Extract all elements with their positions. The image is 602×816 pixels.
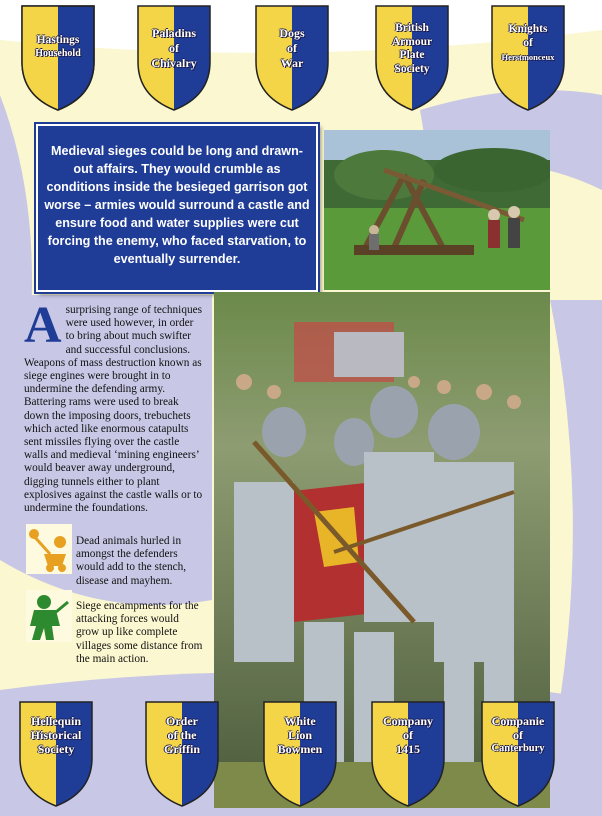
shield-label-line: Herstmonceux: [501, 52, 555, 62]
shield-label-line: Lion: [287, 728, 312, 742]
shield-label-line: Household: [35, 48, 81, 59]
shield-company-of-1415: [370, 700, 446, 808]
shield-label-line: Order: [166, 714, 198, 728]
shield-dogs-of-war: [254, 4, 330, 112]
shield-label-line: Knights: [508, 23, 548, 35]
shield-label-line: of: [403, 728, 413, 742]
shield-label-line: Hellequin: [30, 714, 81, 728]
shield-knights-of-herstmonceux: [490, 4, 566, 112]
shield-order-of-the-griffin: [144, 700, 220, 808]
shield-hellequin-historical-society: [18, 700, 94, 808]
shield-label-line: of: [523, 37, 533, 49]
shield-label-line: Society: [37, 742, 75, 756]
shield-label-line: of the: [167, 728, 197, 742]
shield-label-line: Hastings: [36, 34, 80, 46]
shield-label-line: Paladins: [151, 26, 196, 40]
note-text: Siege encampments for the attacking forces would grow up like complete villages some distance from the main action.: [76, 600, 203, 665]
note-siege-encampments: [76, 600, 204, 666]
shield-companie-of-canterbury: [480, 700, 556, 808]
shield-label-line: Canterbury: [491, 743, 545, 754]
trebuchet-photo: [324, 130, 550, 290]
note-text: Dead animals hurled in amongst the defenders would add to the stench, disease and mayhem.: [76, 535, 187, 587]
catapult-icon: [26, 524, 72, 574]
shield-paladins-of-chivalry: [136, 4, 212, 112]
intro-text-box: [36, 124, 318, 292]
body-paragraph: surprising range of techniques were used however, in order to bring about much swifter and successful conclusions. Weapons of mass destruction known as siege engines were brought in to undermine the defending army. Battering rams were used to break down the imposing doors, trebuchets which acted like enormous catapults sent missiles flying over the castle walls and medieval ‘mining engineers’ would beaver away underground, digging tunnels either to plant explosives against the castle walls or to undermine the foundations.: [24, 304, 203, 515]
shield-label-line: of: [169, 41, 179, 55]
shield-label-line: Armour: [391, 35, 433, 48]
shield-label-line: White: [284, 714, 316, 728]
shield-label-line: 1415: [396, 742, 420, 756]
shield-label-line: Griffin: [164, 742, 200, 756]
intro-text: Medieval sieges could be long and drawn-out affairs. They would crumble as conditions inside the besieged garrison got worse – armies would surround a castle and ensure food and water supplies were cut forcing the enemy, who faced starvation, to eventually surrender.: [44, 144, 310, 266]
shield-label-line: Bowmen: [277, 742, 323, 756]
shield-label-line: Society: [394, 62, 430, 75]
body-article: [24, 297, 204, 515]
shield-label-line: Historical: [30, 728, 82, 742]
shield-hastings-household: [20, 4, 96, 112]
soldier-icon: [26, 590, 72, 642]
shield-label-line: Dogs: [279, 26, 305, 40]
shield-label-line: Plate: [399, 49, 425, 61]
shield-label-line: Chivalry: [151, 56, 197, 70]
shield-label-line: British: [395, 22, 429, 34]
shield-label-line: War: [280, 56, 304, 70]
shield-british-armour-plate-society: [374, 4, 450, 112]
drop-cap: A: [24, 297, 62, 354]
note-dead-animals: [76, 535, 204, 588]
shield-white-lion-bowmen: [262, 700, 338, 808]
shield-label-line: of: [287, 41, 297, 55]
shield-label-line: of: [513, 728, 523, 742]
shield-label-line: Company: [382, 714, 433, 728]
shield-label-line: Companie: [491, 714, 545, 728]
